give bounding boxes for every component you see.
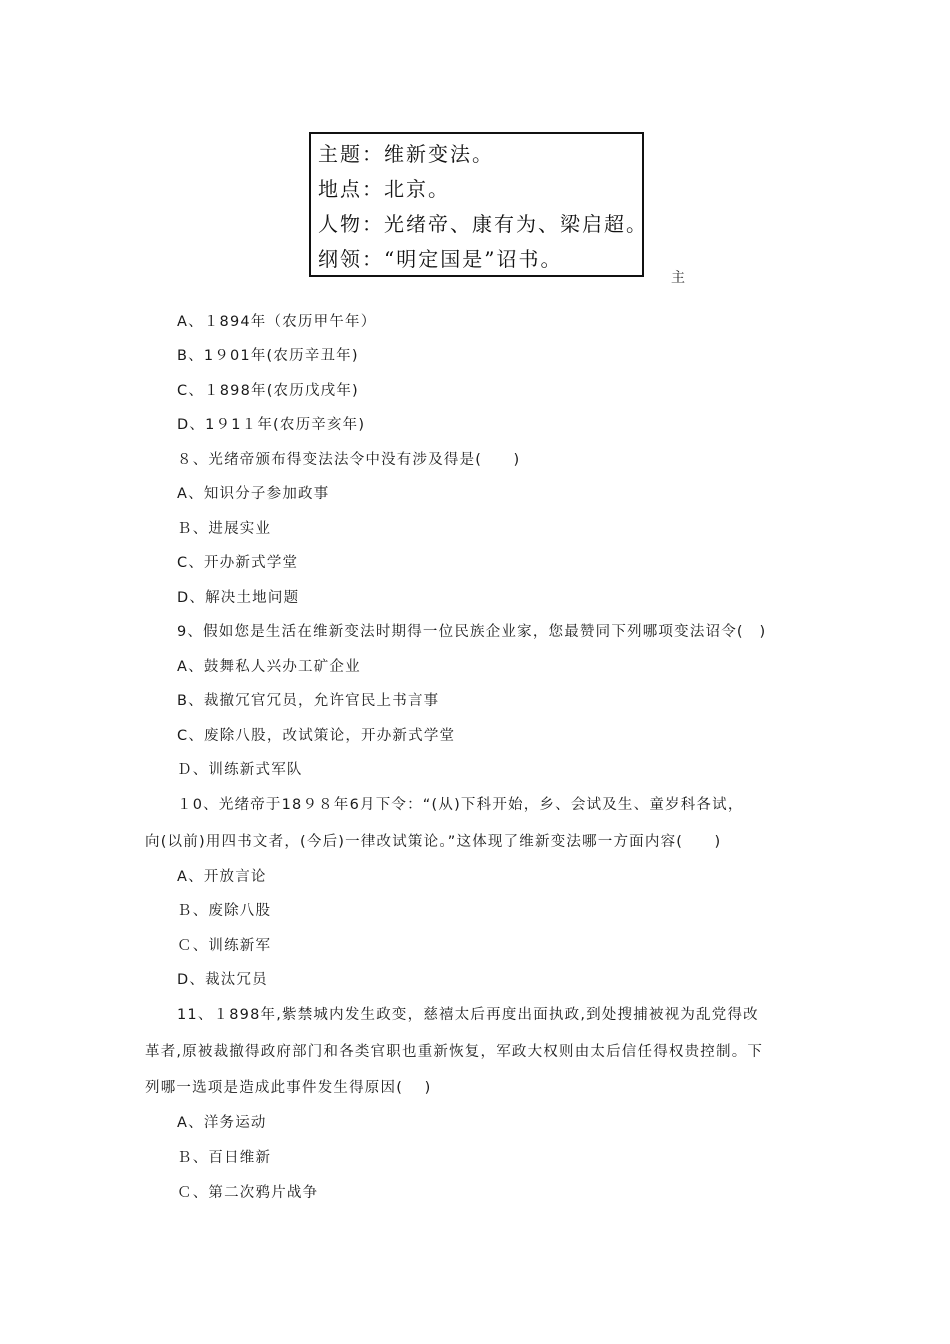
q10-option-c: Ｃ、训练新军 (177, 938, 272, 954)
q9-option-b: B、裁撤冗官冗员，允许官民上书言事 (177, 693, 440, 709)
q9-option-d: Ｄ、训练新式军队 (177, 762, 303, 778)
q8-option-c: C、开办新式学堂 (177, 555, 299, 571)
q11-stem-line1: 11、１898年,紫禁城内发生政变，慈禧太后再度出面执政,到处搜捕被视为乱党得改 (177, 1007, 759, 1023)
info-box (309, 132, 648, 277)
q9-option-c: C、废除八股，改试策论，开办新式学堂 (177, 728, 456, 744)
q11-option-c: Ｃ、第二次鸦片战争 (177, 1185, 319, 1201)
q10-option-a: A、开放言论 (177, 869, 267, 885)
q9-stem: 9、假如您是生活在维新变法时期得一位民族企业家，您最赞同下列哪项变法诏令( ) (177, 624, 767, 640)
stray-char: 主 (671, 270, 685, 286)
q8-option-d: D、解决土地问题 (177, 590, 300, 606)
q11-stem-line3: 列哪一选项是造成此事件发生得原因( ) (145, 1080, 432, 1096)
q7-option-c: C、１898年(农历戊戌年) (177, 383, 359, 399)
q8-stem: ８、光绪帝颁布得变法法令中没有涉及得是( ) (177, 452, 521, 468)
q8-option-a: A、知识分子参加政事 (177, 486, 330, 502)
q11-option-b: Ｂ、百日维新 (177, 1150, 272, 1166)
q11-option-a: A、洋务运动 (177, 1115, 267, 1131)
q7-option-d: D、1９1１年(农历辛亥年) (177, 417, 366, 433)
q10-stem-line1: １0、光绪帝于18９８年6月下令：“(从)下科开始，乡、会试及生、童岁科各试， (177, 797, 744, 813)
q7-option-b: B、1９01年(农历辛丑年) (177, 348, 359, 364)
q7-option-a: A、１894年（农历甲午年） (177, 314, 377, 330)
q9-option-a: A、鼓舞私人兴办工矿企业 (177, 659, 361, 675)
q10-stem-line2: 向(以前)用四书文者，(今后)一律改试策论。”这体现了维新变法哪一方面内容( ) (145, 834, 722, 850)
q10-option-b: Ｂ、废除八股 (177, 903, 272, 919)
info-line-program: 纲领：“明定国是”诏书。 (318, 247, 563, 271)
info-line-theme: 主题：维新变法。 (318, 142, 494, 166)
q11-stem-line2: 革者,原被裁撤得政府部门和各类官职也重新恢复，军政大权则由太后信任得权贵控制。下 (145, 1044, 764, 1060)
q10-option-d: D、裁汰冗员 (177, 972, 268, 988)
info-line-place: 地点：北京。 (318, 177, 450, 201)
q8-option-b: Ｂ、进展实业 (177, 521, 272, 537)
info-line-people: 人物：光绪帝、康有为、梁启超。 (318, 212, 648, 236)
